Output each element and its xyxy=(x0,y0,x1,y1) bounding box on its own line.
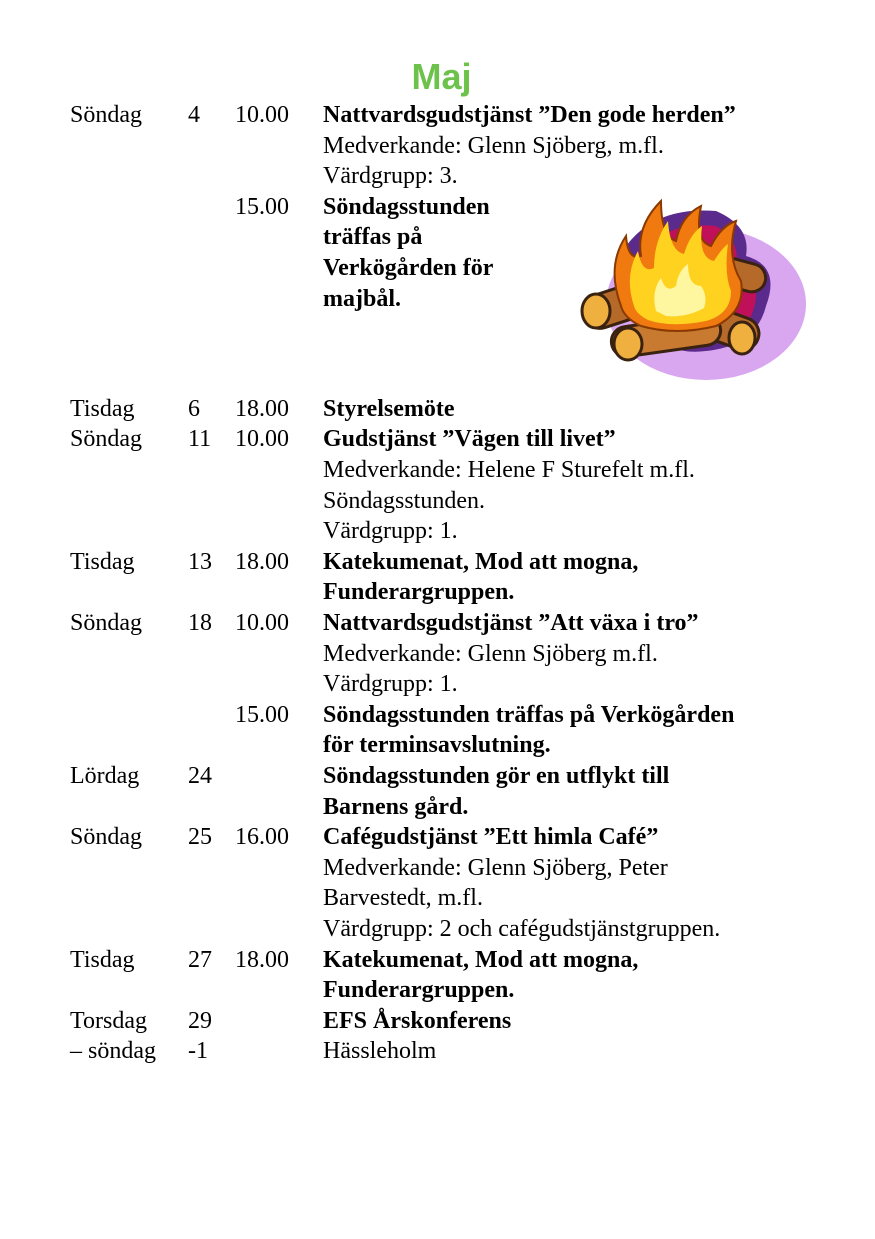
event-text: Söndagsstunden gör en utflykt till xyxy=(323,762,670,789)
event-line xyxy=(0,486,875,516)
event-day: Tisdag xyxy=(70,548,135,575)
event-text: majbål. xyxy=(323,285,401,312)
event-line xyxy=(0,131,875,161)
event-text: Funderargruppen. xyxy=(323,579,515,606)
event-date: 4 xyxy=(188,102,200,128)
event-time: 18.00 xyxy=(235,395,289,422)
event-text: Cafégudstjänst ”Ett himla Café” xyxy=(323,824,659,851)
event-time: 18.00 xyxy=(235,946,289,973)
event-line xyxy=(0,945,875,975)
event-line xyxy=(0,608,875,638)
event-date: 27 xyxy=(188,946,212,973)
event-text: Medverkande: Glenn Sjöberg, m.fl. xyxy=(323,132,664,159)
event-text: EFS Årskonferens xyxy=(323,1007,512,1034)
event-text: träffas på xyxy=(323,224,423,251)
event-line xyxy=(0,914,875,944)
event-line xyxy=(0,455,875,485)
event-line xyxy=(0,1036,875,1066)
page-title: Maj xyxy=(411,56,472,97)
event-text: Barnens gård. xyxy=(323,793,469,820)
event-line xyxy=(0,516,875,546)
event-text: Söndagsstunden träffas på Verkögården xyxy=(323,701,735,728)
event-text: Katekumenat, Mod att mogna, xyxy=(323,548,639,575)
event-line xyxy=(0,669,875,699)
event-text: Funderargruppen. xyxy=(323,977,515,1004)
event-time: 10.00 xyxy=(235,102,289,128)
event-day: Söndag xyxy=(70,609,142,636)
event-text: Värdgrupp: 2 och cafégudstjänstgruppen. xyxy=(323,915,721,942)
bonfire-icon xyxy=(566,186,811,386)
event-day: Söndag xyxy=(70,824,142,851)
event-text: Styrelsemöte xyxy=(323,395,455,422)
event-line xyxy=(0,577,875,607)
event-line xyxy=(0,883,875,913)
event-line xyxy=(0,730,875,760)
event-day: Tisdag xyxy=(70,946,135,973)
event-date: 13 xyxy=(188,548,212,575)
event-text: för terminsavslutning. xyxy=(323,732,551,759)
event-line xyxy=(0,394,875,424)
event-text: Medverkande: Glenn Sjöberg, Peter xyxy=(323,854,668,881)
event-text: Medverkande: Glenn Sjöberg m.fl. xyxy=(323,640,658,667)
event-time: 18.00 xyxy=(235,548,289,575)
event-day: Torsdag xyxy=(70,1007,147,1034)
event-text: Nattvardsgudstjänst ”Den gode herden” xyxy=(323,102,736,128)
event-day: – söndag xyxy=(70,1038,156,1065)
event-time: 16.00 xyxy=(235,824,289,851)
event-day: Söndag xyxy=(70,102,142,128)
event-line xyxy=(0,639,875,669)
event-line xyxy=(0,700,875,730)
event-text: Gudstjänst ”Vägen till livet” xyxy=(323,426,616,453)
event-date: 11 xyxy=(188,426,212,453)
event-date: -1 xyxy=(188,1038,208,1065)
event-text: Värdgrupp: 1. xyxy=(323,518,458,545)
event-text: Barvestedt, m.fl. xyxy=(323,885,483,912)
event-date: 18 xyxy=(188,609,212,636)
event-date: 24 xyxy=(188,762,212,789)
event-time: 15.00 xyxy=(235,701,289,728)
event-line xyxy=(0,853,875,883)
event-day: Tisdag xyxy=(70,395,135,422)
event-line xyxy=(0,761,875,791)
event-line xyxy=(0,822,875,852)
event-text: Hässleholm xyxy=(323,1038,437,1065)
event-time: 10.00 xyxy=(235,609,289,636)
event-text: Söndagsstunden xyxy=(323,193,490,220)
event-date: 6 xyxy=(188,395,200,422)
event-text: Katekumenat, Mod att mogna, xyxy=(323,946,639,973)
event-line xyxy=(0,975,875,1005)
event-time: 15.00 xyxy=(235,193,289,220)
event-text: Värdgrupp: 1. xyxy=(323,671,458,698)
event-date: 25 xyxy=(188,824,212,851)
event-line xyxy=(0,547,875,577)
event-text: Värdgrupp: 3. xyxy=(323,163,458,190)
event-time: 10.00 xyxy=(235,426,289,453)
event-day: Lördag xyxy=(70,762,140,789)
event-text: Medverkande: Helene F Sturefelt m.fl. xyxy=(323,456,695,483)
event-line xyxy=(0,792,875,822)
event-line xyxy=(0,1006,875,1036)
event-date: 29 xyxy=(188,1007,212,1034)
event-day: Söndag xyxy=(70,426,142,453)
event-text: Söndagsstunden. xyxy=(323,487,485,514)
event-text: Verkögården för xyxy=(323,255,494,281)
event-text: Nattvardsgudstjänst ”Att växa i tro” xyxy=(323,609,699,636)
event-line xyxy=(0,100,875,130)
event-line xyxy=(0,424,875,454)
